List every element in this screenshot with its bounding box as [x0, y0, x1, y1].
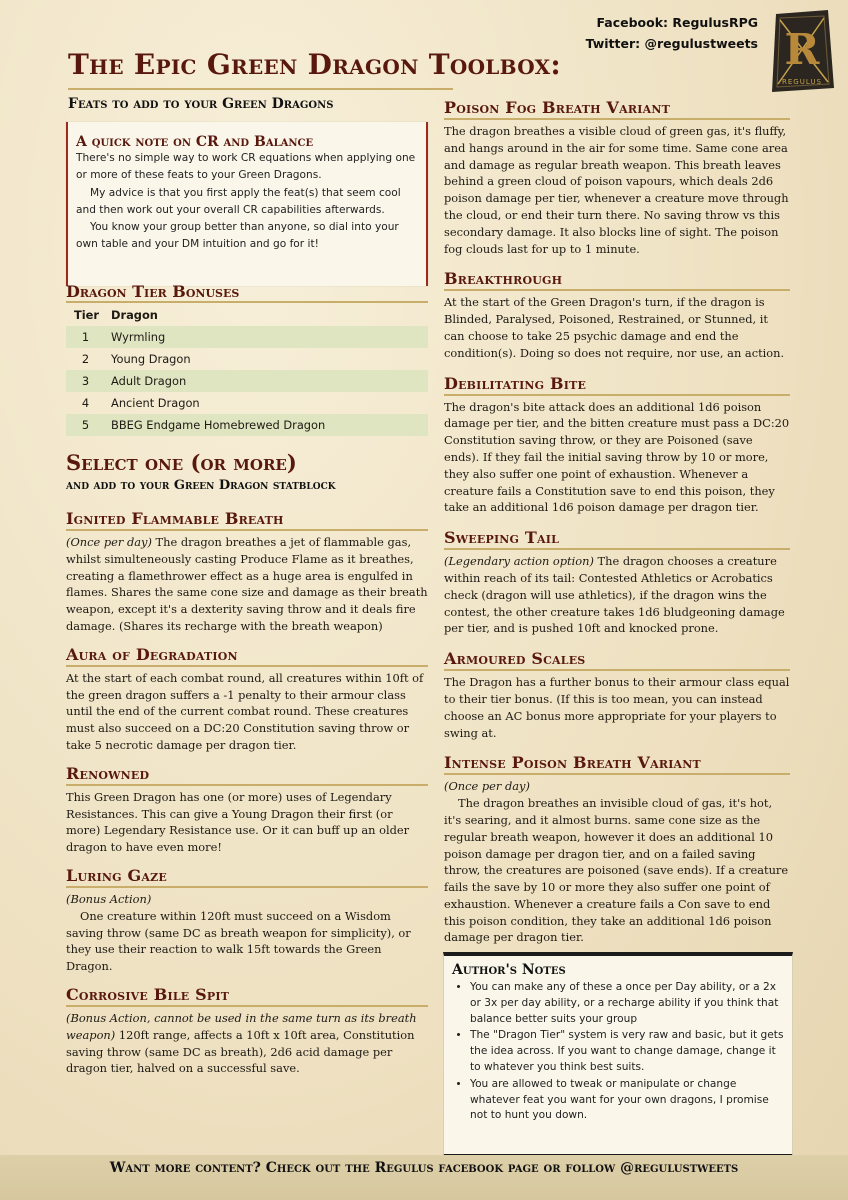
tier-number: 3	[66, 370, 103, 392]
list-item: • You are allowed to tweak or manipulate or change whatever feat you want for your own dragons, I promise not to hunt you down.	[470, 1077, 784, 1124]
table-row	[66, 348, 428, 370]
feat-title-renowned: Renowned	[66, 764, 428, 786]
logo-letter: R	[784, 25, 820, 74]
tier-number: 2	[81, 351, 90, 366]
feat-text: The dragon chooses a creature within reach of its tail: Contested Athletics or Acrobatics check (dragon will use athletics), if the dragon wins the contest, the other creature takes 1d6 bludgeoning damage per tier, and is pushed 10ft and knocked prone.	[444, 554, 785, 636]
feat-title-breakthrough: Breakthrough	[444, 269, 790, 291]
tier-number: 5	[66, 414, 103, 436]
tier-number: 4	[81, 395, 90, 410]
tier-dragon: Wyrmling	[103, 326, 428, 348]
cr-balance-note	[66, 122, 428, 286]
regulus-logo	[766, 8, 838, 96]
facebook-handle[interactable]: Facebook: RegulusRPG	[596, 15, 758, 30]
feat-body-fog: The dragon breathes a visible cloud of green gas, it's fluffy, and hangs around in the air for some time. Same cone area and damage as regular breath weapon. This breath leaves behind a green cloud of poison vapours, which deals 2d6 poison damage per tier, whenever a creature move through the cloud, or end their turn there. No saving throw vs this secondary damage. It also blocks line of sight. The poison fog clouds last for up to 1 minute.	[444, 124, 789, 256]
note-paragraph: You know your group better than anyone, so dial into your own table and your DM intuition and go for it!	[76, 221, 399, 251]
list-item: • You can make any of these a once per Day ability, or a 2x or 3x per day ability, or a recharge ability if you think that balance better suits your group	[470, 980, 784, 1027]
feat-body-ignited	[66, 534, 428, 635]
feat-body-tail	[444, 553, 790, 637]
page-title: The Epic Green Dragon Toolbox:	[68, 48, 562, 81]
column-header-tier: Tier	[74, 308, 100, 322]
note-paragraph: There's no simple way to work CR equations when applying one or more of these feats to your Green Dragons.	[76, 152, 416, 182]
feat-body-bite: The dragon's bite attack does an additional 1d6 poison damage per tier, and the bitten creature must pass a DC:20 Constitution saving throw, or they are Poisoned (save ends). If they fail the initial saving throw by 10 or more, they also suffer one point of exhaustion. Whenever a creature fails a Constitution save to end this poison, they take an additional 1d6 poison damage per dragon tier.	[444, 399, 790, 515]
feat-body-breakthrough: At the start of the Green Dragon's turn, if the dragon is Blinded, Paralysed, Poisoned, Restrained, or Stunned, it can choose to take 25 psychic damage and end the condition(s). Doing so does not require, nor use, an action.	[444, 295, 785, 360]
tier-number: 1	[66, 326, 103, 348]
feat-lead-luring: (Bonus Action)	[66, 891, 152, 906]
tier-dragon: Young Dragon	[111, 351, 191, 366]
authors-notes-box	[443, 952, 793, 1158]
table-row	[66, 392, 428, 414]
page-subtitle: Feats to add to your Green Dragons	[68, 96, 334, 112]
feat-title-aura: Aura of Degradation	[66, 645, 428, 667]
tier-dragon: Adult Dragon	[103, 370, 428, 392]
feat-title-bile: Corrosive Bile Spit	[66, 985, 428, 1007]
select-heading: Select one (or more)	[66, 450, 297, 475]
table-header-row	[66, 305, 428, 326]
feat-lead: (Legendary action option)	[444, 554, 594, 569]
table-row	[66, 326, 428, 348]
feat-title-luring: Luring Gaze	[66, 866, 428, 888]
tier-dragon: Ancient Dragon	[111, 395, 200, 410]
feat-text: The dragon breathes a jet of flammable gas, whilst simulteneously casting Produce Flame as it breathes, creating a flamethrower effect as a huge area is engulfed in flames. Shares the same cone size and damage as their breath weapon, except it's a dexterity saving throw and it deals fire damage. (Shares its recharge with the breath weapon)	[66, 535, 428, 633]
note-paragraph: My advice is that you first apply the feat(s) that seem cool and then work out your overall CR capabilities afterwards.	[76, 186, 401, 216]
authors-notes-list	[452, 980, 784, 1124]
tier-table-heading: Dragon Tier Bonuses	[66, 282, 428, 303]
social-links	[586, 12, 758, 54]
feat-title-bite: Debilitating Bite	[444, 374, 790, 396]
tier-table	[66, 305, 428, 436]
feat-lead: (Once per day)	[66, 535, 152, 549]
note-title: A quick note on CR and Balance	[76, 134, 314, 150]
left-column	[66, 282, 428, 1077]
table-row	[66, 370, 428, 392]
feat-lead: (Bonus Action, cannot be used in the same turn as its breath weapon)	[66, 1010, 417, 1042]
table-row	[66, 414, 428, 436]
feat-body-intense: The dragon breathes an invisible cloud of gas, it's hot, it's searing, and it almost burns. same cone size as the regular breath weapon, however it does an additional 10 poison damage per dragon tier, and on a failed saving throw, the creatures are poisoned (save ends). If a creature fails the save by 10 or more they also suffer one point of exhaustion. Whenever a creature fails a Con save to end this poison condition, they take an additional 1d6 poison damage per dragon tier.	[444, 796, 789, 945]
feat-title-ignited: Ignited Flammable Breath	[66, 509, 428, 531]
footer-cta: Want more content? Check out the Regulus facebook page or follow @regulustweets	[109, 1160, 739, 1176]
feat-body-luring: One creature within 120ft must succeed on a Wisdom saving throw (same DC as breath weapon for simplicity), or they use their reaction to walk 15ft towards the Green Dragon.	[66, 908, 411, 974]
feat-title-scales: Armoured Scales	[444, 649, 790, 671]
feat-body-renowned: This Green Dragon has one (or more) uses of Legendary Resistances. This can give a Young Dragon their first (or more) Legendary Resistance use. Or it can buff up an older dragon to have even more!	[66, 789, 410, 855]
feat-body-scales: The Dragon has a further bonus to their armour class equal to their tier bonus. (If this is too mean, you can instead choose an AC bonus more appropriate for your players to swing at.	[444, 675, 790, 740]
feat-body-aura: At the start of each combat round, all creatures within 10ft of the green dragon suffers a -1 penalty to their armour class until the end of the current combat round. These creatures must also succeed on a DC:20 Constitution saving throw or take 5 necrotic damage per dragon tier.	[66, 670, 424, 752]
feat-title-tail: Sweeping Tail	[444, 528, 790, 550]
feat-title-intense: Intense Poison Breath Variant	[444, 753, 790, 775]
feat-lead-intense: (Once per day)	[444, 779, 530, 794]
title-divider	[68, 88, 453, 90]
select-subheading: and add to your Green Dragon statblock	[66, 478, 336, 493]
list-item: • The "Dragon Tier" system is very raw and basic, but it gets the idea across. If you want to change damage, change it to whatever you think best suits.	[470, 1028, 784, 1075]
feat-title-fog: Poison Fog Breath Variant	[444, 98, 790, 120]
tier-dragon: BBEG Endgame Homebrewed Dragon	[103, 414, 428, 436]
right-column	[444, 98, 790, 946]
column-header-dragon: Dragon	[111, 308, 158, 322]
feat-text: 120ft range, affects a 10ft x 10ft area, Constitution saving throw (same DC as breath), 2d6 acid damage per dragon tier, halved on a successful save.	[66, 1027, 415, 1076]
logo-name: REGULUS	[782, 78, 822, 86]
authors-notes-title: Author's Notes	[452, 962, 566, 978]
feat-body-bile	[66, 1010, 428, 1077]
twitter-handle[interactable]: Twitter: @regulustweets	[585, 36, 758, 51]
